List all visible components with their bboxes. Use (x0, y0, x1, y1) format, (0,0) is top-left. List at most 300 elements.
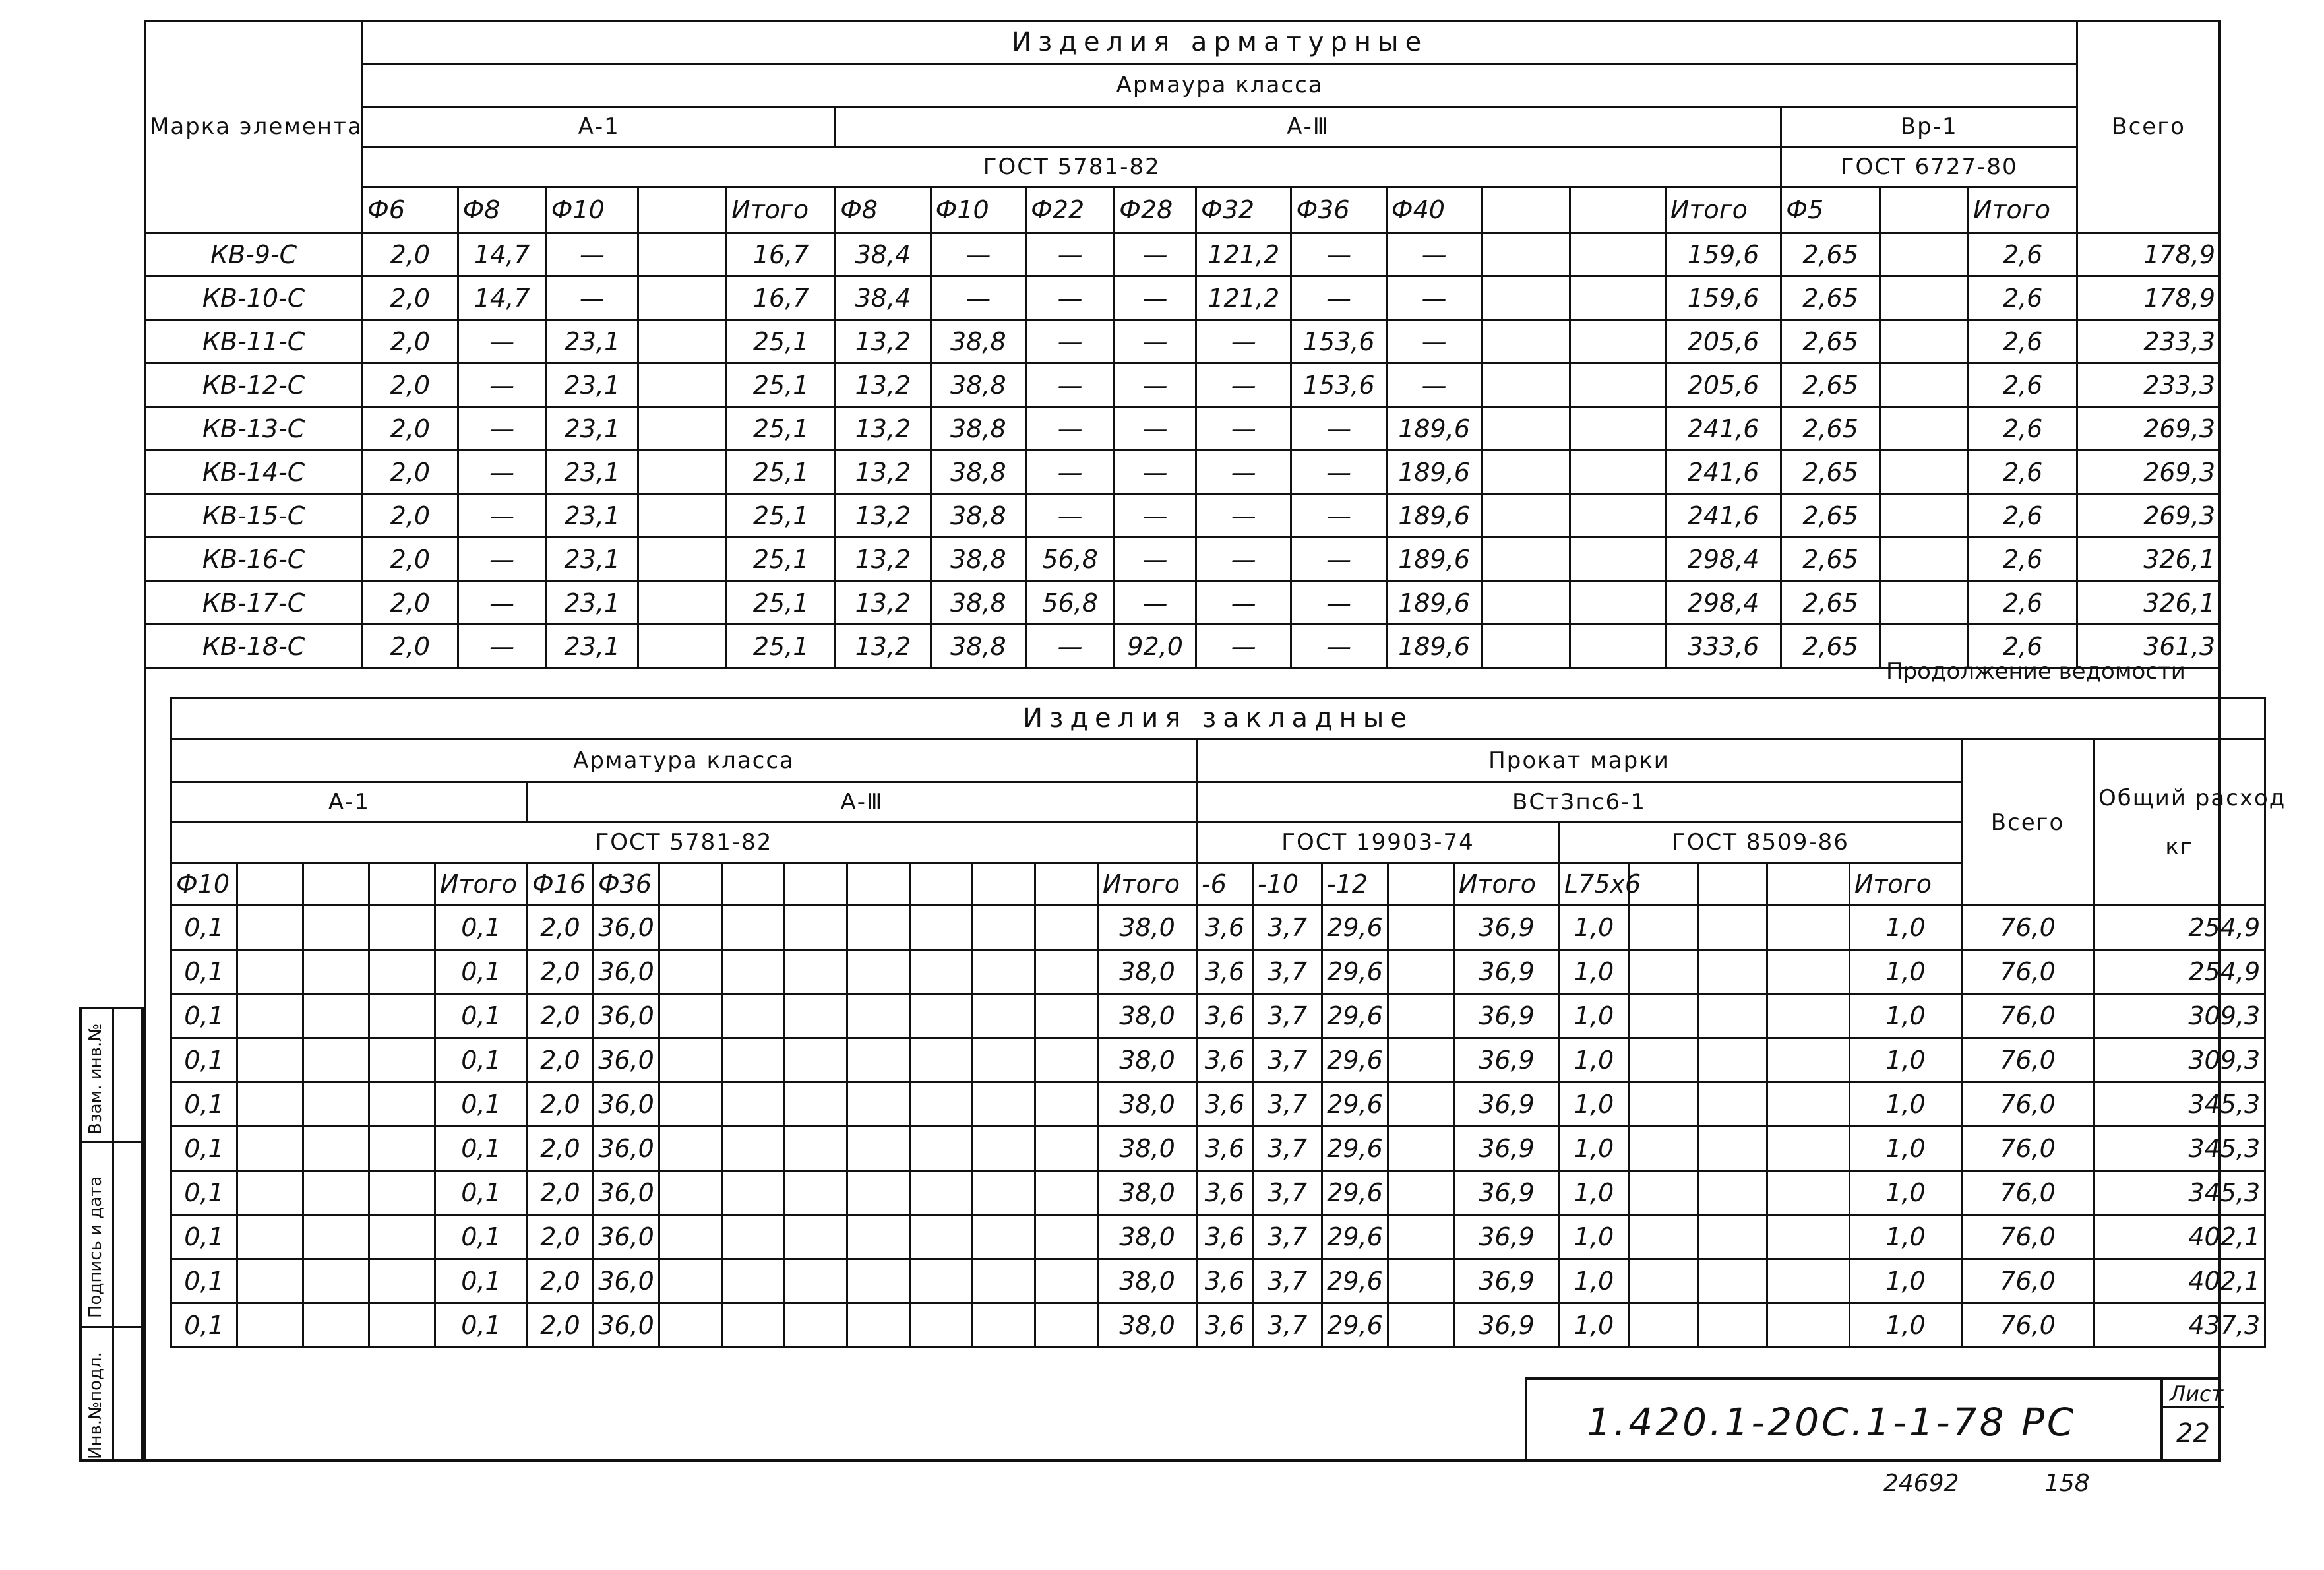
column-header (638, 187, 727, 233)
data-cell: 2,0 (363, 407, 458, 451)
data-cell (1698, 1303, 1767, 1348)
table-row (171, 1215, 2265, 1259)
data-cell: — (1196, 320, 1291, 363)
data-cell: 2,6 (1969, 581, 2077, 625)
data-cell: 3,7 (1253, 1215, 1322, 1259)
data-cell (303, 1171, 369, 1215)
column-header: Ф28 (1115, 187, 1196, 233)
data-cell (1388, 1215, 1454, 1259)
data-cell: 36,9 (1454, 1038, 1560, 1083)
data-cell: 1,0 (1560, 1303, 1629, 1348)
data-cell (659, 906, 722, 950)
bottom-header-row-2 (171, 739, 2265, 782)
row-overall-consumption: 345,3 (2094, 1171, 2265, 1215)
data-cell (638, 276, 727, 320)
data-cell: 0,1 (435, 1303, 528, 1348)
column-header (303, 863, 369, 906)
data-cell (1482, 233, 1570, 276)
data-cell: 0,1 (435, 1083, 528, 1127)
data-cell: 14,7 (458, 233, 546, 276)
data-cell: 23,1 (546, 363, 638, 407)
data-cell: 23,1 (546, 494, 638, 538)
data-cell: 1,0 (1850, 1127, 1962, 1171)
data-cell: 3,7 (1253, 950, 1322, 994)
data-cell: 1,0 (1850, 1303, 1962, 1348)
data-cell (1035, 1127, 1098, 1171)
data-cell: 0,1 (171, 1303, 237, 1348)
data-cell: 38,8 (931, 363, 1025, 407)
row-total: 76,0 (1962, 1215, 2094, 1259)
title-block (1525, 1377, 2224, 1462)
data-cell (1629, 906, 1698, 950)
data-cell: 241,6 (1665, 494, 1781, 538)
column-header: Итого (727, 187, 836, 233)
data-cell: 3,6 (1197, 1215, 1253, 1259)
data-cell: 2,65 (1781, 451, 1880, 494)
data-cell: 0,1 (171, 1259, 237, 1303)
data-cell: 153,6 (1291, 363, 1386, 407)
data-cell: 1,0 (1560, 994, 1629, 1038)
data-cell: — (1115, 538, 1196, 581)
data-cell: 3,7 (1253, 1171, 1322, 1215)
data-cell (659, 1215, 722, 1259)
data-cell: 1,0 (1850, 906, 1962, 950)
data-cell (1388, 1259, 1454, 1303)
data-cell (1629, 994, 1698, 1038)
data-cell (1388, 1038, 1454, 1083)
data-cell (303, 906, 369, 950)
table-row (171, 994, 2265, 1038)
data-cell (1035, 1171, 1098, 1215)
data-cell: — (458, 363, 546, 407)
data-cell (1482, 276, 1570, 320)
data-cell: 189,6 (1386, 581, 1481, 625)
row-total: 76,0 (1962, 906, 2094, 950)
data-cell: — (1196, 363, 1291, 407)
data-cell: — (1196, 451, 1291, 494)
data-cell (659, 994, 722, 1038)
table-row (171, 906, 2265, 950)
data-cell: 29,6 (1322, 906, 1388, 950)
bottom-table-title: Изделия закладные (171, 698, 2265, 739)
data-cell: 38,8 (931, 451, 1025, 494)
data-cell (1388, 1171, 1454, 1215)
data-cell: — (1026, 494, 1115, 538)
data-cell: 38,0 (1098, 994, 1197, 1038)
row-total: 76,0 (1962, 950, 2094, 994)
data-cell (722, 1083, 785, 1127)
data-cell: 2,65 (1781, 320, 1880, 363)
data-cell: 2,0 (363, 233, 458, 276)
data-cell (1035, 994, 1098, 1038)
column-header: Итого (1969, 187, 2077, 233)
row-total: 269,3 (2077, 407, 2220, 451)
data-cell: — (1291, 233, 1386, 276)
data-cell (910, 1038, 973, 1083)
table-row (171, 950, 2265, 994)
data-cell: — (1291, 407, 1386, 451)
data-cell: 3,6 (1197, 1038, 1253, 1083)
element-mark: КВ-17-С (145, 581, 363, 625)
column-header (722, 863, 785, 906)
data-cell: — (1386, 233, 1481, 276)
data-cell: — (1026, 407, 1115, 451)
data-cell: 38,8 (931, 407, 1025, 451)
data-cell (1767, 1171, 1850, 1215)
class-vr1-label: Вр-1 (1781, 107, 2077, 147)
data-cell: — (1026, 233, 1115, 276)
column-header: Ф8 (458, 187, 546, 233)
data-cell: 38,0 (1098, 1083, 1197, 1127)
data-cell: 153,6 (1291, 320, 1386, 363)
data-cell (1629, 1303, 1698, 1348)
table-row (171, 1127, 2265, 1171)
column-header: Ф40 (1386, 187, 1481, 233)
data-cell: 23,1 (546, 320, 638, 363)
data-cell (910, 906, 973, 950)
data-cell: 23,1 (546, 451, 638, 494)
top-header-row-4 (145, 147, 2220, 187)
data-cell (1570, 407, 1665, 451)
data-cell (1767, 1083, 1850, 1127)
data-cell: 36,0 (594, 1215, 659, 1259)
column-header: Итого (1850, 863, 1962, 906)
data-cell (237, 1083, 303, 1127)
data-cell (785, 950, 847, 994)
data-cell (973, 1171, 1035, 1215)
data-cell (303, 994, 369, 1038)
data-cell (237, 1171, 303, 1215)
data-cell (303, 1127, 369, 1171)
data-cell (303, 1083, 369, 1127)
data-cell: 3,7 (1253, 906, 1322, 950)
column-header: Ф10 (931, 187, 1025, 233)
data-cell (722, 1038, 785, 1083)
data-cell: 36,0 (594, 1083, 659, 1127)
column-header: Ф36 (1291, 187, 1386, 233)
data-cell: 2,6 (1969, 538, 2077, 581)
data-cell (1629, 1215, 1698, 1259)
data-cell: 189,6 (1386, 625, 1481, 668)
bottom-total-header: Всего (1962, 739, 2094, 906)
data-cell: 36,0 (594, 1127, 659, 1171)
side-stamp (79, 1007, 144, 1462)
data-cell (722, 1259, 785, 1303)
data-cell (303, 1038, 369, 1083)
data-cell (1388, 906, 1454, 950)
data-cell (659, 1083, 722, 1127)
data-cell: — (1196, 494, 1291, 538)
overall-consumption-header (2094, 739, 2286, 906)
column-header: Ф10 (546, 187, 638, 233)
top-total-header: Всего (2077, 21, 2220, 233)
data-cell: 0,1 (171, 1171, 237, 1215)
data-cell: 29,6 (1322, 1038, 1388, 1083)
data-cell: 205,6 (1665, 320, 1781, 363)
data-cell (1698, 1127, 1767, 1171)
data-cell (237, 906, 303, 950)
data-cell (847, 1038, 910, 1083)
data-cell (1880, 581, 1968, 625)
data-cell: 0,1 (435, 1259, 528, 1303)
data-cell: 38,0 (1098, 1303, 1197, 1348)
data-cell: 241,6 (1665, 407, 1781, 451)
column-header: Ф10 (171, 863, 237, 906)
data-cell (910, 1171, 973, 1215)
data-cell (303, 1215, 369, 1259)
data-cell (847, 950, 910, 994)
column-header: Итого (1098, 863, 1197, 906)
element-mark: КВ-11-С (145, 320, 363, 363)
column-header (910, 863, 973, 906)
data-cell (722, 906, 785, 950)
data-cell: 1,0 (1850, 1215, 1962, 1259)
data-cell (303, 1259, 369, 1303)
data-cell: 3,6 (1197, 1127, 1253, 1171)
data-cell (847, 1083, 910, 1127)
data-cell: 38,8 (931, 320, 1025, 363)
row-total: 178,9 (2077, 276, 2220, 320)
data-cell (785, 1083, 847, 1127)
data-cell (1035, 1083, 1098, 1127)
data-cell: 3,7 (1253, 1259, 1322, 1303)
data-cell (1880, 451, 1968, 494)
data-cell: 2,65 (1781, 363, 1880, 407)
data-cell (1388, 994, 1454, 1038)
data-cell (973, 1083, 1035, 1127)
data-cell (237, 1303, 303, 1348)
data-cell: 159,6 (1665, 233, 1781, 276)
data-cell: 16,7 (727, 233, 836, 276)
column-header: Итого (435, 863, 528, 906)
data-cell (638, 451, 727, 494)
data-cell (369, 994, 435, 1038)
data-cell: 189,6 (1386, 538, 1481, 581)
data-cell (1698, 994, 1767, 1038)
data-cell: — (1026, 625, 1115, 668)
data-cell: 0,1 (171, 906, 237, 950)
data-cell: 0,1 (171, 1038, 237, 1083)
data-cell: 29,6 (1322, 1215, 1388, 1259)
data-cell (1482, 494, 1570, 538)
data-cell: 2,0 (528, 950, 594, 994)
data-cell: 38,4 (836, 276, 931, 320)
data-cell: 36,0 (594, 1259, 659, 1303)
data-cell: 36,0 (594, 906, 659, 950)
element-mark: КВ-14-С (145, 451, 363, 494)
data-cell: 1,0 (1560, 1215, 1629, 1259)
data-cell: 1,0 (1560, 1259, 1629, 1303)
data-cell (1035, 906, 1098, 950)
data-cell: — (1196, 538, 1291, 581)
column-header (1388, 863, 1454, 906)
overall-consumption-unit: кг (2165, 833, 2193, 860)
element-mark: КВ-9-С (145, 233, 363, 276)
data-cell: 2,65 (1781, 407, 1880, 451)
gost-6727-label: ГОСТ 6727-80 (1781, 147, 2077, 187)
data-cell (847, 1127, 910, 1171)
column-header (1570, 187, 1665, 233)
data-cell (1629, 1259, 1698, 1303)
data-cell: 14,7 (458, 276, 546, 320)
data-cell (847, 906, 910, 950)
data-cell (847, 1215, 910, 1259)
data-cell: 3,6 (1197, 950, 1253, 994)
data-cell: 2,6 (1969, 363, 2077, 407)
data-cell: 36,0 (594, 1303, 659, 1348)
data-cell (638, 233, 727, 276)
row-total: 269,3 (2077, 451, 2220, 494)
table-row (171, 1083, 2265, 1127)
data-cell: — (1291, 581, 1386, 625)
data-cell (1388, 1083, 1454, 1127)
data-cell: 38,0 (1098, 1215, 1197, 1259)
data-cell: 13,2 (836, 363, 931, 407)
column-header (659, 863, 722, 906)
row-overall-consumption: 254,9 (2094, 950, 2265, 994)
column-header: -12 (1322, 863, 1388, 906)
data-cell (1767, 906, 1850, 950)
table-row (145, 494, 2220, 538)
column-header (1035, 863, 1098, 906)
data-cell: 25,1 (727, 581, 836, 625)
data-cell (785, 1038, 847, 1083)
data-cell: 2,0 (528, 906, 594, 950)
row-total: 233,3 (2077, 320, 2220, 363)
data-cell (1388, 950, 1454, 994)
data-cell: 36,9 (1454, 1215, 1560, 1259)
data-cell: 3,7 (1253, 1127, 1322, 1171)
row-overall-consumption: 345,3 (2094, 1083, 2265, 1127)
data-cell: 36,0 (594, 950, 659, 994)
continuation-note: Продолжение ведомости (1886, 658, 2186, 685)
table-row (145, 407, 2220, 451)
data-cell: 0,1 (171, 1127, 237, 1171)
data-cell (1388, 1127, 1454, 1171)
element-mark: КВ-15-С (145, 494, 363, 538)
data-cell (1698, 1083, 1767, 1127)
row-overall-consumption: 437,3 (2094, 1303, 2265, 1348)
row-total: 76,0 (1962, 1259, 2094, 1303)
data-cell: — (546, 233, 638, 276)
data-cell (1570, 538, 1665, 581)
data-cell (785, 1171, 847, 1215)
data-cell: 2,0 (528, 1171, 594, 1215)
sheet-label: Лист (2170, 1381, 2224, 1406)
data-cell: 29,6 (1322, 1171, 1388, 1215)
data-cell: 3,6 (1197, 1083, 1253, 1127)
data-cell: — (1291, 276, 1386, 320)
data-cell: 2,6 (1969, 451, 2077, 494)
data-cell (910, 1259, 973, 1303)
data-cell (1629, 1171, 1698, 1215)
data-cell: 0,1 (171, 950, 237, 994)
data-cell: — (1196, 407, 1291, 451)
data-cell (1570, 581, 1665, 625)
data-cell: 36,9 (1454, 1303, 1560, 1348)
data-cell: 1,0 (1560, 906, 1629, 950)
data-cell: 2,0 (528, 1215, 594, 1259)
table-row (171, 1171, 2265, 1215)
data-cell (1767, 1215, 1850, 1259)
data-cell (1570, 625, 1665, 668)
data-cell: 38,0 (1098, 1038, 1197, 1083)
data-cell (369, 906, 435, 950)
data-cell: 205,6 (1665, 363, 1781, 407)
column-header: Ф5 (1781, 187, 1880, 233)
data-cell: 159,6 (1665, 276, 1781, 320)
table-row (145, 581, 2220, 625)
data-cell (1767, 994, 1850, 1038)
data-cell: 298,4 (1665, 538, 1781, 581)
data-cell: 25,1 (727, 538, 836, 581)
data-cell (785, 994, 847, 1038)
data-cell (659, 1038, 722, 1083)
data-cell: 3,6 (1197, 1303, 1253, 1348)
data-cell (369, 1259, 435, 1303)
data-cell: — (1115, 494, 1196, 538)
data-cell (1570, 494, 1665, 538)
stamp-inv-original-label: Инв.№подл. (86, 1352, 106, 1459)
data-cell: 121,2 (1196, 276, 1291, 320)
row-total: 326,1 (2077, 581, 2220, 625)
table-row (145, 276, 2220, 320)
data-cell: 25,1 (727, 494, 836, 538)
data-cell (910, 1127, 973, 1171)
data-cell (973, 1303, 1035, 1348)
data-cell: 2,0 (363, 363, 458, 407)
row-total: 76,0 (1962, 1171, 2094, 1215)
data-cell: 1,0 (1850, 1171, 1962, 1215)
data-cell (1767, 1038, 1850, 1083)
data-cell: 2,65 (1781, 625, 1880, 668)
data-cell (659, 1127, 722, 1171)
data-cell: — (458, 451, 546, 494)
data-cell: 16,7 (727, 276, 836, 320)
data-cell (1482, 363, 1570, 407)
data-cell: — (458, 320, 546, 363)
data-cell (1698, 1038, 1767, 1083)
data-cell (1698, 906, 1767, 950)
sheet-number: 22 (2176, 1418, 2210, 1449)
data-cell: 36,9 (1454, 1127, 1560, 1171)
data-cell (1570, 320, 1665, 363)
data-cell: 0,1 (171, 1083, 237, 1127)
data-cell: 2,0 (363, 625, 458, 668)
row-overall-consumption: 309,3 (2094, 1038, 2265, 1083)
row-total: 361,3 (2077, 625, 2220, 668)
data-cell: 1,0 (1560, 1171, 1629, 1215)
data-cell (1698, 1171, 1767, 1215)
data-cell: 298,4 (1665, 581, 1781, 625)
element-mark: КВ-12-С (145, 363, 363, 407)
data-cell: 38,0 (1098, 1259, 1197, 1303)
data-cell: 0,1 (171, 1215, 237, 1259)
bottom-header-row-4 (171, 823, 2265, 863)
data-cell: 1,0 (1560, 1127, 1629, 1171)
row-overall-consumption: 402,1 (2094, 1215, 2265, 1259)
data-cell (910, 950, 973, 994)
data-cell (1880, 233, 1968, 276)
data-cell: — (1115, 233, 1196, 276)
data-cell (1570, 363, 1665, 407)
data-cell (722, 1215, 785, 1259)
data-cell: — (1115, 451, 1196, 494)
data-cell: 25,1 (727, 407, 836, 451)
data-cell (638, 625, 727, 668)
table-row (145, 451, 2220, 494)
data-cell (847, 1303, 910, 1348)
